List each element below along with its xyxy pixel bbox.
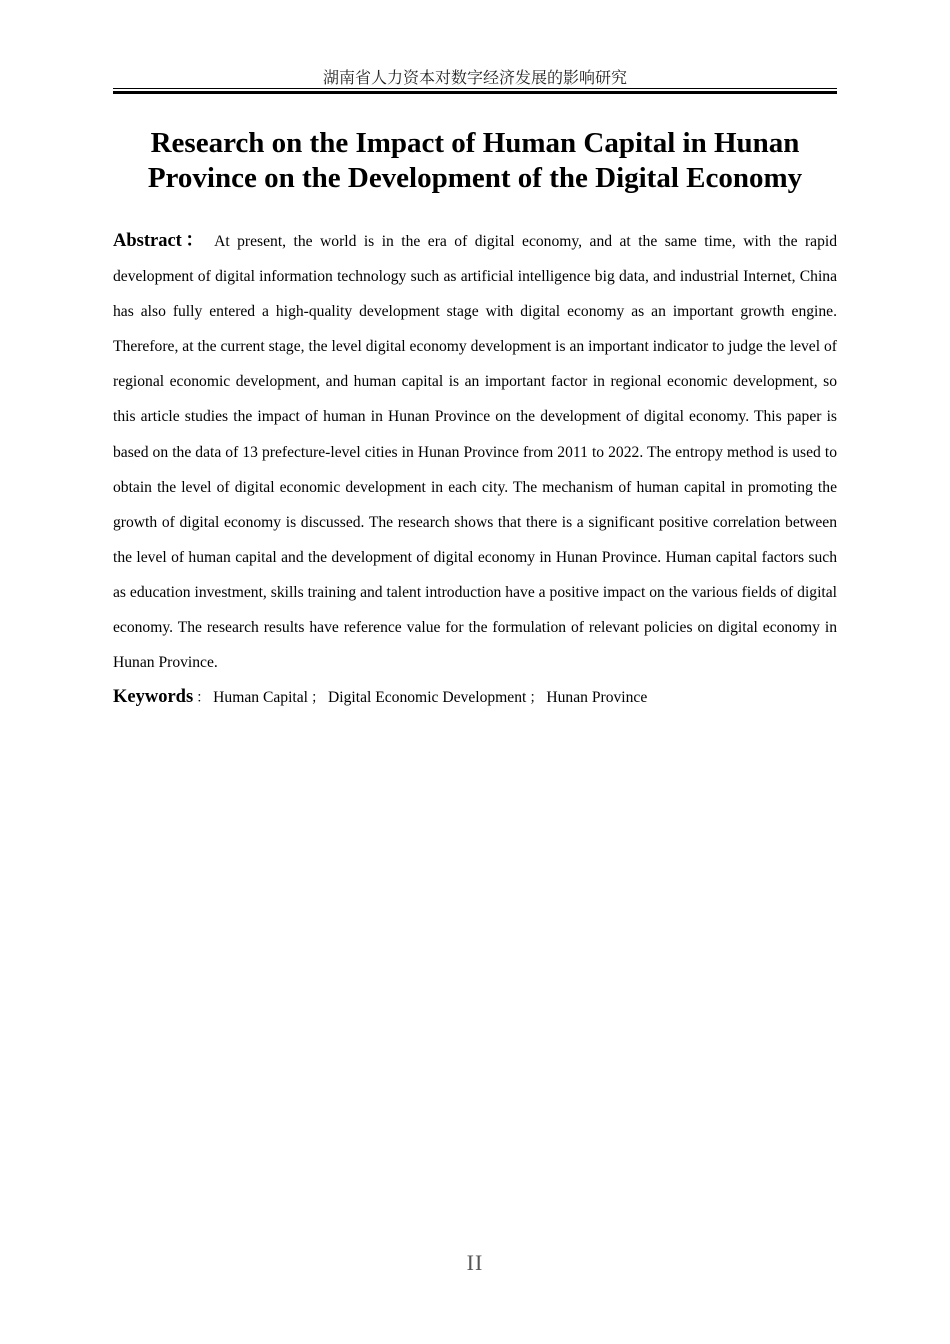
header-rule-thin [113,88,837,89]
paper-title [113,126,837,196]
page-number: II [466,1250,484,1275]
keywords [113,682,837,713]
keyword-item-1: Human Capital [213,689,309,706]
keyword-item-3: Hunan Province [546,689,648,706]
keyword-item-2: Digital Economic Development [328,689,527,706]
keywords-label: Keywords [113,687,194,707]
running-header: 湖南省人力资本对数字经济发展的影响研究 [322,68,627,87]
abstract-label: Abstract： [113,231,208,251]
abstract [113,224,837,680]
header-rule-thick [113,91,837,94]
keyword-delimiter: ； [529,690,544,706]
keyword-delimiter: ； [311,690,326,706]
abstract-text: At present, the world is in the era of digital economy, and at the same time, with the rapid development of digital information technology such as artificial intelligence big data, and industrial Internet, China has also fully entered a high-quality development stage with digital economy as an important growth engine. Therefore, at the current stage, the level digital economy development is an important indicator to judge the level of regional economic development, and human capital is an important factor in regional economic development, so this article studies the impact of human in Hunan Province on the development of digital economy. This paper is based on the data of 13 prefecture-level cities in Hunan Province from 2011 to 2022. The entropy method is used to obtain the level of digital economic development in each city. The mechanism of human capital in promoting the growth of digital economy is discussed. The research shows that there is a significant positive correlation between the level of human capital and the development of digital economy in Hunan Province. Human capital factors such as education investment, skills training and talent introduction have a positive impact on the various fields of digital economy. The research results have reference value for the formulation of relevant policies on digital economy in Hunan Province. [113,233,838,672]
paper-title-line-2: Province on the Development of the Digital Economy [147,162,803,194]
paper-title-line-1: Research on the Impact of Human Capital in Hunan [150,127,800,159]
keywords-separator: ： [196,690,211,706]
